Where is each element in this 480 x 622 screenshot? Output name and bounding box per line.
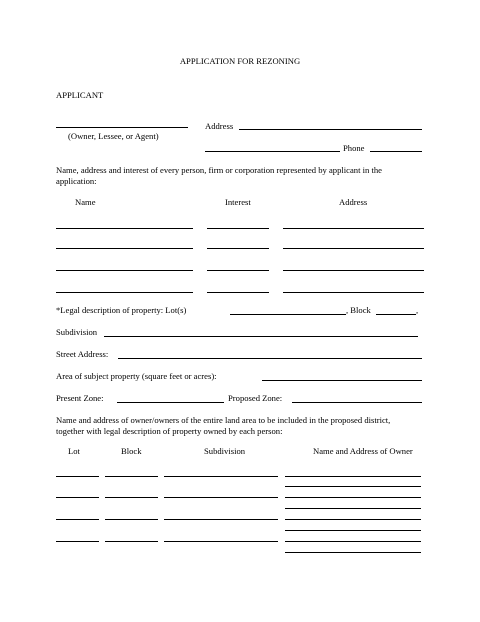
trailing-comma: , [416,305,419,315]
block-label: , Block [346,305,371,315]
present-zone-label: Present Zone: [56,393,104,403]
owner-name-address-field[interactable] [285,519,421,520]
applicant-address-field-1[interactable] [239,129,422,130]
rep-name-field[interactable] [56,248,193,249]
rep-address-field[interactable] [283,228,424,229]
rep-interest-field[interactable] [207,228,269,229]
rep-interest-field[interactable] [207,270,269,271]
rep-address-field[interactable] [283,292,424,293]
applicant-phone-field[interactable] [370,151,422,152]
owner-name-address-field[interactable] [285,508,421,509]
owners-note-line2: together with legal description of property owned by each person: [56,426,283,436]
legal-description-label: *Legal description of property: Lot(s) [56,305,187,315]
owners-note-line1: Name and address of owner/owners of the entire land area to be included in the proposed district, [56,415,391,425]
rep-address-field[interactable] [283,248,424,249]
applicant-name-field[interactable] [56,127,188,128]
rep-col-interest: Interest [225,197,251,207]
owner-name-address-field[interactable] [285,476,421,477]
owner-subdivision-field[interactable] [164,476,278,477]
owner-lessee-agent-caption: (Owner, Lessee, or Agent) [68,131,159,141]
owner-name-address-field[interactable] [285,552,421,553]
owner-lot-field[interactable] [56,519,99,520]
owner-col-block: Block [121,446,142,456]
owner-block-field[interactable] [105,476,158,477]
area-field[interactable] [262,380,422,381]
present-zone-field[interactable] [117,402,224,403]
owner-subdivision-field[interactable] [164,519,278,520]
rep-col-address: Address [339,197,368,207]
owner-lot-field[interactable] [56,541,99,542]
owner-name-address-field[interactable] [285,486,421,487]
rep-name-field[interactable] [56,270,193,271]
rep-address-field[interactable] [283,270,424,271]
form-title: APPLICATION FOR REZONING [179,56,301,66]
owner-subdivision-field[interactable] [164,541,278,542]
owner-lot-field[interactable] [56,497,99,498]
applicant-address-field-2[interactable] [205,151,340,152]
lots-field[interactable] [230,314,346,315]
owner-block-field[interactable] [105,541,158,542]
owner-col-lot: Lot [68,446,80,456]
rep-name-field[interactable] [56,228,193,229]
area-label: Area of subject property (square feet or acres): [56,371,217,381]
street-address-label: Street Address: [56,349,109,359]
subdivision-field[interactable] [104,336,418,337]
owner-col-subdivision: Subdivision [204,446,246,456]
phone-label: Phone [343,143,365,153]
owner-block-field[interactable] [105,519,158,520]
address-label: Address [205,121,234,131]
owner-name-address-field[interactable] [285,530,421,531]
rep-name-field[interactable] [56,292,193,293]
owner-col-name-address: Name and Address of Owner [313,446,413,456]
rep-interest-field[interactable] [207,292,269,293]
block-field[interactable] [376,314,416,315]
street-address-field[interactable] [118,358,422,359]
rep-col-name: Name [75,197,96,207]
rep-interest-field[interactable] [207,248,269,249]
owner-subdivision-field[interactable] [164,497,278,498]
represented-parties-note-line2: application: [56,176,97,186]
applicant-heading: APPLICANT [56,90,104,100]
proposed-zone-label: Proposed Zone: [228,393,283,403]
proposed-zone-field[interactable] [292,402,422,403]
represented-parties-note-line1: Name, address and interest of every person, firm or corporation represented by applicant in the [56,165,382,175]
owner-name-address-field[interactable] [285,541,421,542]
owner-block-field[interactable] [105,497,158,498]
owner-name-address-field[interactable] [285,497,421,498]
subdivision-label: Subdivision [56,327,98,337]
owner-lot-field[interactable] [56,476,99,477]
